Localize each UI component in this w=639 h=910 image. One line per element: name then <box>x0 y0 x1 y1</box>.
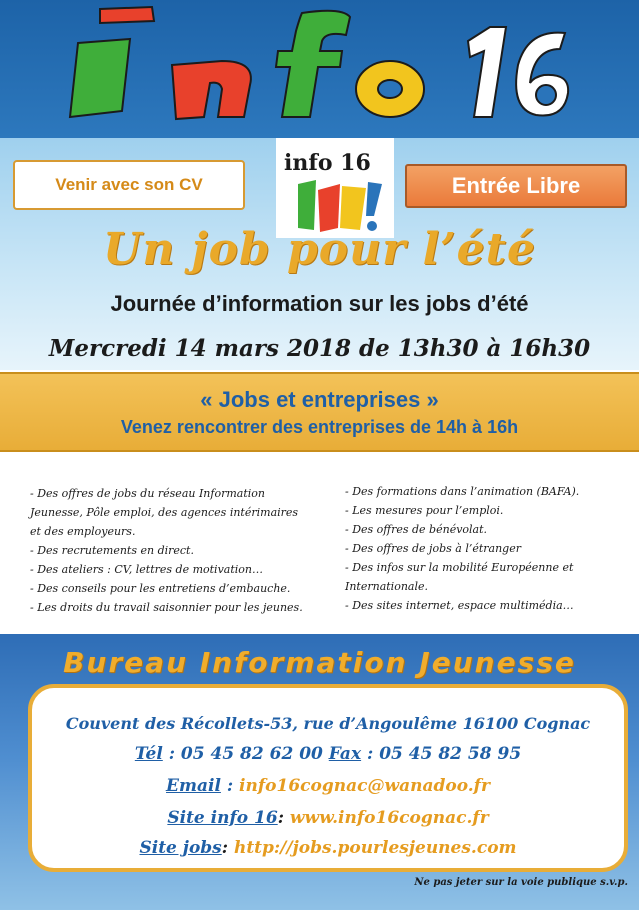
list-item: - Les droits du travail saisonnier pour les jeunes. <box>30 601 303 614</box>
entree-libre-badge: Entrée Libre <box>405 164 627 208</box>
site-line <box>32 808 624 828</box>
small-logo-text: info 16 <box>284 150 371 176</box>
list-item: - Des recrutements en direct. <box>30 544 194 557</box>
list-item: - Les mesures pour l’emploi. <box>345 504 504 517</box>
jobs-banner <box>0 372 639 452</box>
offers-section <box>0 456 639 634</box>
email-sep: : <box>220 776 240 796</box>
list-item: et des employeurs. <box>30 525 136 538</box>
list-item: - Des infos sur la mobilité Européenne et <box>345 561 574 574</box>
page-title: Un job pour l’été <box>103 224 536 275</box>
jobs-site-link[interactable]: http://jobs.pourlesjeunes.com <box>233 838 517 858</box>
jobs-site-label: Site jobs <box>139 838 222 858</box>
list-item: - Des sites internet, espace multimédia… <box>345 599 574 612</box>
address: Couvent des Récollets-53, rue d’Angoulême 16100 Cognac <box>65 714 591 733</box>
jobs-banner-title: « Jobs et entreprises » <box>200 387 439 412</box>
footnote: Ne pas jeter sur la voie publique s.v.p. <box>414 877 628 888</box>
list-item: Jeunesse, Pôle emploi, des agences intérimaires <box>30 506 299 519</box>
list-item: - Des offres de jobs à l’étranger <box>345 542 521 555</box>
jobs-banner-subtitle: Venez rencontrer des entreprises de 14h à 16h <box>120 417 519 437</box>
list-item: - Des conseils pour les entretiens d’embauche. <box>30 582 291 595</box>
bureau-title: Bureau Information Jeunesse <box>63 646 576 679</box>
site-link[interactable]: www.info16cognac.fr <box>289 808 489 828</box>
tel-label: Tél <box>134 744 163 764</box>
event-date: Mercredi 14 mars 2018 de 13h30 à 16h30 <box>48 335 591 362</box>
list-item: Internationale. <box>345 580 428 593</box>
header-banner <box>0 0 639 138</box>
page-subtitle: Journée d’information sur les jobs d’été <box>110 291 529 316</box>
list-item: - Des formations dans l’animation (BAFA). <box>345 485 580 498</box>
jobs-site-sep: : <box>221 838 234 858</box>
cv-badge: Venir avec son CV <box>13 160 245 210</box>
fax-value: : 05 45 82 58 95 <box>361 744 522 764</box>
list-item: - Des offres de jobs du réseau Information <box>30 487 265 500</box>
site-label: Site info 16 <box>167 808 278 828</box>
email-label: Email <box>166 776 221 796</box>
jobs-site-line <box>32 838 624 858</box>
tel-value: : 05 45 82 62 00 <box>162 744 329 764</box>
info16-logo <box>60 5 580 133</box>
phone-fax-line <box>32 744 624 764</box>
fax-label: Fax <box>328 744 362 764</box>
offers-list-left <box>30 484 330 617</box>
info16-small-logo <box>276 138 394 238</box>
site-sep: : <box>277 808 290 828</box>
list-item: - Des ateliers : CV, lettres de motivation… <box>30 563 263 576</box>
email-line <box>32 776 624 796</box>
email-link[interactable]: info16cognac@wanadoo.fr <box>239 776 490 796</box>
offers-list-right <box>345 482 630 615</box>
list-item: - Des offres de bénévolat. <box>345 523 488 536</box>
contact-card <box>28 684 628 872</box>
